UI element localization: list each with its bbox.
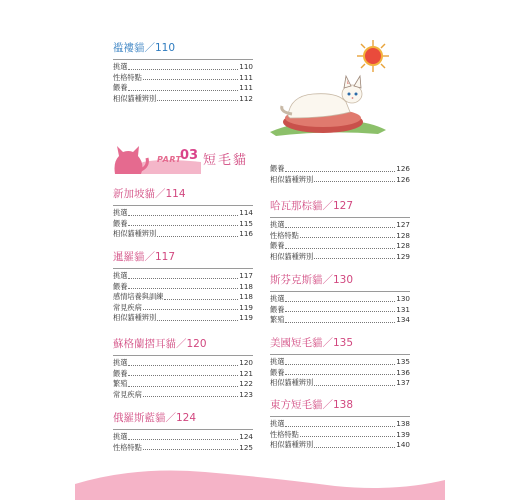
toc-row[interactable]: 相似貓種辨別 140 — [270, 440, 410, 450]
section-title: 俄羅斯藍貓／124 — [113, 412, 197, 424]
toc-section-scottish-fold — [113, 336, 253, 400]
toc-row[interactable]: 相似貓種辨別 116 — [113, 229, 253, 239]
toc-row[interactable]: 餵養 128 — [270, 241, 410, 251]
toc-row[interactable]: 感情培養與訓練 118 — [113, 292, 253, 302]
toc-row[interactable]: 挑選 135 — [270, 357, 410, 366]
toc-row[interactable]: 相似貓種辨別 126 — [270, 174, 410, 184]
toc-row[interactable]: 餵養 131 — [270, 304, 410, 314]
toc-row[interactable]: 挑選 114 — [113, 208, 253, 217]
toc-section-russian-blue — [113, 410, 253, 453]
toc-section-russian-blue-cont — [270, 164, 410, 185]
toc-row[interactable]: 相似貓種辨別 129 — [270, 251, 410, 261]
toc-row[interactable]: 繁殖 122 — [113, 379, 253, 389]
toc-row[interactable]: 挑選 127 — [270, 220, 410, 229]
divider — [113, 205, 253, 206]
divider — [113, 355, 253, 356]
part-label: PART — [157, 155, 182, 164]
toc-section-singapura — [113, 186, 253, 240]
toc-section-sphynx — [270, 272, 410, 326]
section-title: 暹羅貓／117 — [113, 251, 176, 263]
toc-row[interactable]: 挑選 117 — [113, 271, 253, 280]
bottom-wave-decoration — [75, 462, 445, 500]
toc-row[interactable]: 餵養 126 — [270, 164, 410, 173]
divider — [270, 354, 410, 355]
divider — [270, 217, 410, 218]
cat-on-cushion-illustration — [268, 72, 388, 142]
section-title: 新加坡貓／114 — [113, 188, 186, 200]
toc-row[interactable]: 常見疾病 119 — [113, 302, 253, 312]
divider — [113, 268, 253, 269]
section-title: 東方短毛貓／138 — [270, 399, 354, 411]
toc-section-siamese — [113, 249, 253, 324]
divider — [270, 291, 410, 292]
toc-row[interactable]: 餵養 118 — [113, 281, 253, 291]
sun-illustration — [355, 38, 391, 74]
toc-row[interactable]: 餵養 111 — [113, 83, 253, 93]
toc-row[interactable]: 相似貓種辨別 137 — [270, 378, 410, 388]
section-title: 美國短毛貓／135 — [270, 337, 354, 349]
toc-row[interactable]: 挑選 120 — [113, 358, 253, 367]
toc-section-american-shorthair — [270, 335, 410, 389]
toc-row[interactable]: 餵養 115 — [113, 218, 253, 228]
toc-row[interactable]: 性格特點 139 — [270, 429, 410, 439]
toc-row[interactable]: 常見疾病 123 — [113, 389, 253, 399]
toc-row[interactable]: 性格特點 125 — [113, 442, 253, 452]
toc-row[interactable]: 餵養 136 — [270, 367, 410, 377]
toc-row[interactable]: 挑選 110 — [113, 62, 253, 71]
toc-row[interactable]: 繁殖 134 — [270, 315, 410, 325]
section-title: 褴褸貓／110 — [113, 42, 176, 54]
toc-section-havana-brown — [270, 198, 410, 262]
divider — [270, 416, 410, 417]
toc-row[interactable]: 相似貓種辨別 119 — [113, 313, 253, 323]
toc-row[interactable]: 挑選 138 — [270, 419, 410, 428]
toc-row[interactable]: 相似貓種辨別 112 — [113, 93, 253, 103]
section-title: 斯芬克斯貓／130 — [270, 274, 354, 286]
part-number: 03 — [180, 148, 199, 163]
toc-section-ragamuffin — [113, 40, 253, 104]
toc-row[interactable]: 性格特點 128 — [270, 230, 410, 240]
section-title: 蘇格蘭摺耳貓／120 — [113, 338, 207, 350]
part-header — [103, 140, 253, 178]
toc-row[interactable]: 性格特點 111 — [113, 72, 253, 82]
toc-section-oriental-shorthair — [270, 397, 410, 451]
part-title: 短毛貓 — [203, 153, 249, 168]
divider — [113, 59, 253, 60]
divider — [113, 429, 253, 430]
toc-row[interactable]: 挑選 124 — [113, 432, 253, 441]
toc-row[interactable]: 餵養 121 — [113, 368, 253, 378]
section-title: 哈瓦那棕貓／127 — [270, 200, 354, 212]
toc-row[interactable]: 挑選 130 — [270, 294, 410, 303]
